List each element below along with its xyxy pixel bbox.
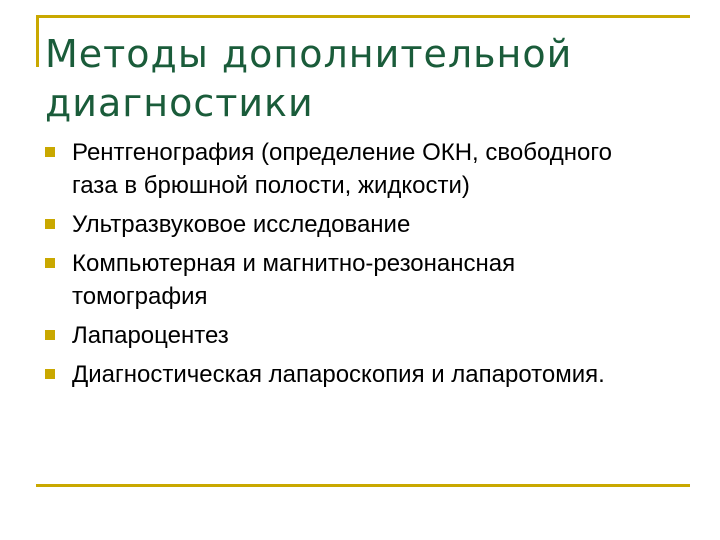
bullet-text: Лапароцентез [72,322,229,349]
bullet-item-laparoscopy [45,358,645,391]
bullet-text: Ультразвуковое исследование [72,211,411,238]
bullet-list [45,136,645,397]
bottom-border-line [36,484,690,487]
square-bullet-icon [45,330,55,340]
square-bullet-icon [45,369,55,379]
square-bullet-icon [45,147,55,157]
bullet-text: Компьютерная и магнитно-резонансная томография [72,250,516,310]
left-border-line [36,15,39,67]
bullet-item-radiography [45,136,645,202]
slide-title: Методы дополнительной диагностики [45,32,573,125]
top-border-line [36,15,690,18]
bullet-item-tomography [45,247,645,313]
bullet-item-ultrasound [45,208,645,241]
square-bullet-icon [45,219,55,229]
bullet-item-laparocentesis [45,319,645,352]
bullet-text: Диагностическая лапароскопия и лапаротомия. [72,361,605,388]
bullet-text: Рентгенография (определение ОКН, свободного газа в брюшной полости, жидкости) [72,139,612,199]
square-bullet-icon [45,258,55,268]
